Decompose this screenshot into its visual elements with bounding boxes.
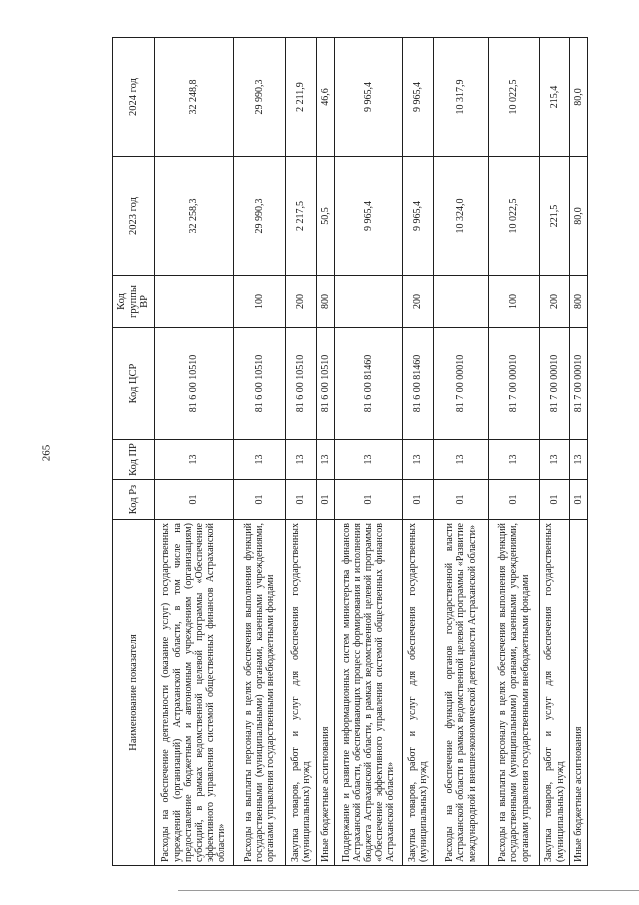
row-rz: 01 — [403, 480, 434, 520]
row-csr: 81 7 00 00010 — [434, 328, 489, 440]
row-vr: 800 — [317, 276, 335, 328]
header-pr: Код ПР — [113, 440, 155, 480]
row-name: Расходы на выплаты персоналу в целях обеспечения выполнения функций государственными (муниципальными) органами, казенными учреждениями, органами управления государственными внебюджетными фондами — [489, 520, 540, 866]
row-2023: 32 258,3 — [155, 157, 234, 276]
row-2024: 10 022,5 — [489, 38, 540, 157]
row-rz: 01 — [570, 480, 588, 520]
row-vr: 200 — [403, 276, 434, 328]
row-2024: 46,6 — [317, 38, 335, 157]
row-2023: 9 965,4 — [335, 157, 403, 276]
row-rz: 01 — [335, 480, 403, 520]
footer-divider — [178, 890, 639, 891]
row-2024: 215,4 — [540, 38, 570, 157]
page-number: 265 — [40, 444, 53, 462]
row-2023: 221,5 — [540, 157, 570, 276]
row-pr: 13 — [434, 440, 489, 480]
table-row — [489, 38, 540, 866]
table-row — [335, 38, 403, 866]
row-2024: 10 317,9 — [434, 38, 489, 157]
row-2024: 29 990,3 — [234, 38, 286, 157]
row-2023: 29 990,3 — [234, 157, 286, 276]
row-vr — [155, 276, 234, 328]
header-2024: 2024 год — [113, 38, 155, 157]
row-vr — [434, 276, 489, 328]
row-2023: 80,0 — [570, 157, 588, 276]
header-name: Наименование показателя — [113, 520, 155, 866]
row-pr: 13 — [155, 440, 234, 480]
row-2024: 9 965,4 — [335, 38, 403, 157]
budget-table — [112, 37, 588, 866]
row-rz: 01 — [317, 480, 335, 520]
row-vr: 200 — [286, 276, 317, 328]
row-2024: 32 248,8 — [155, 38, 234, 157]
row-vr: 100 — [234, 276, 286, 328]
row-vr: 800 — [570, 276, 588, 328]
row-2023: 10 022,5 — [489, 157, 540, 276]
row-rz: 01 — [155, 480, 234, 520]
row-pr: 13 — [234, 440, 286, 480]
row-pr: 13 — [540, 440, 570, 480]
row-csr: 81 6 00 10510 — [317, 328, 335, 440]
row-name: Расходы на обеспечение деятельности (оказание услуг) государственных учреждений (организаций) Астраханской области, в том числе на предоставление бюджетным и автономным учреждениям (организациям) субсидий, в рамках ведомственной целевой программы «Обеспечение эффективного управления системой общественных финансов Астраханской области» — [155, 520, 234, 866]
row-vr — [335, 276, 403, 328]
row-2024: 2 211,9 — [286, 38, 317, 157]
row-name: Иные бюджетные ассигнования — [570, 520, 588, 866]
table-row — [155, 38, 234, 866]
row-2023: 50,5 — [317, 157, 335, 276]
row-rz: 01 — [286, 480, 317, 520]
row-csr: 81 6 00 10510 — [155, 328, 234, 440]
table-row — [434, 38, 489, 866]
row-pr: 13 — [317, 440, 335, 480]
header-2023: 2023 год — [113, 157, 155, 276]
row-name: Расходы на выплаты персоналу в целях обеспечения выполнения функций государственными (муниципальными) органами, казенными учреждениями, органами управления государственными внебюджетными фондами — [234, 520, 286, 866]
table-row — [403, 38, 434, 866]
table-row — [570, 38, 588, 866]
row-name: Закупка товаров, работ и услуг для обеспечения государственных (муниципальных) нужд — [286, 520, 317, 866]
row-pr: 13 — [403, 440, 434, 480]
header-csr: Код ЦСР — [113, 328, 155, 440]
row-pr: 13 — [286, 440, 317, 480]
row-name: Закупка товаров, работ и услуг для обеспечения государственных (муниципальных) нужд — [403, 520, 434, 866]
table-row — [540, 38, 570, 866]
header-rz: Код Рз — [113, 480, 155, 520]
header-vr: Код группы ВР — [113, 276, 155, 328]
row-rz: 01 — [489, 480, 540, 520]
row-2023: 9 965,4 — [403, 157, 434, 276]
row-csr: 81 6 00 81460 — [335, 328, 403, 440]
row-pr: 13 — [335, 440, 403, 480]
row-rz: 01 — [434, 480, 489, 520]
row-rz: 01 — [234, 480, 286, 520]
row-csr: 81 6 00 10510 — [234, 328, 286, 440]
row-rz: 01 — [540, 480, 570, 520]
row-2024: 9 965,4 — [403, 38, 434, 157]
table-row — [234, 38, 286, 866]
row-name: Поддержание и развитие информационных систем министерства финансов Астраханской области, обеспечивающих процесс формирования и исполнения бюджета Астраханской области, в рамках ведомственной целевой программы «Обеспечение эффективного управления системой общественных финансов Астраханской области» — [335, 520, 403, 866]
row-name: Иные бюджетные ассигнования — [317, 520, 335, 866]
row-pr: 13 — [570, 440, 588, 480]
row-2023: 10 324,0 — [434, 157, 489, 276]
row-2024: 80,0 — [570, 38, 588, 157]
row-vr: 100 — [489, 276, 540, 328]
table-row — [286, 38, 317, 866]
row-vr: 200 — [540, 276, 570, 328]
row-csr: 81 6 00 81460 — [403, 328, 434, 440]
row-csr: 81 7 00 00010 — [489, 328, 540, 440]
row-csr: 81 7 00 00010 — [570, 328, 588, 440]
budget-table-container — [112, 38, 584, 866]
row-2023: 2 217,5 — [286, 157, 317, 276]
row-csr: 81 6 00 10510 — [286, 328, 317, 440]
table-header-row — [113, 38, 155, 866]
row-pr: 13 — [489, 440, 540, 480]
row-name: Расходы на обеспечение функций органов государственной власти Астраханской области в рамках ведомственной целевой программы «Развитие международной и внешнеэкономической деятельности Астраханской области» — [434, 520, 489, 866]
row-csr: 81 7 00 00010 — [540, 328, 570, 440]
table-row — [317, 38, 335, 866]
row-name: Закупка товаров, работ и услуг для обеспечения государственных (муниципальных) нужд — [540, 520, 570, 866]
